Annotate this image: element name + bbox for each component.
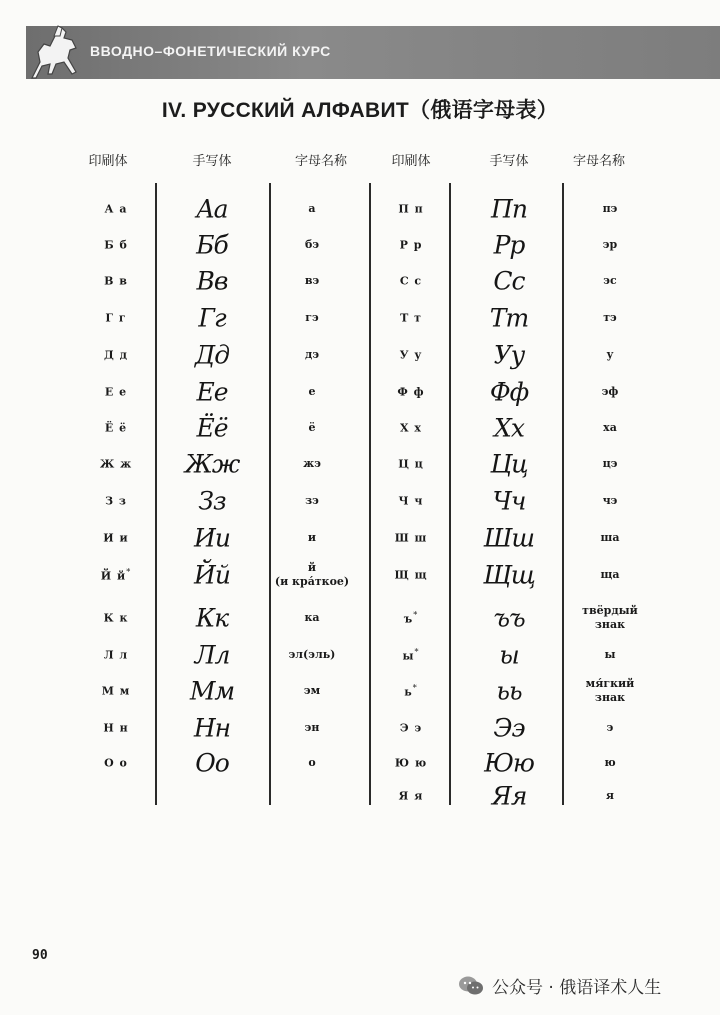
printed-letter-text: Ш ш [394,531,428,545]
printed-letter [104,757,128,770]
printed-letter [105,422,127,435]
printed-letter [404,684,417,699]
handwritten-letter: Ээ [493,713,525,743]
letter-name-line: эн [304,721,320,734]
column-header-printed: 印刷体 [88,154,128,169]
letter-name-line: зэ [305,494,319,507]
handwritten-letter: Щщ [483,560,535,590]
printed-letter [105,203,128,216]
printed-letter-text: Б б [104,238,128,252]
printed-letter [104,239,128,252]
column-header-letter-name: 字母名称 [572,154,626,169]
handwritten-letter: Йй [194,560,230,590]
printed-letter [105,312,126,325]
handwritten-letter: Мм [189,676,235,706]
letter-name-line: у [606,348,614,361]
handwritten-letter: Лл [194,640,230,670]
letter-name-line: ща [600,568,620,581]
letter-name-line: э [606,721,614,734]
letter-name-line: я [605,789,615,802]
letter-name [603,421,617,435]
handwritten-letter: ьь [496,676,522,706]
letter-name-line: а [308,202,316,215]
footnote-mark: * [126,567,132,577]
printed-letter [398,203,423,216]
letter-name-line: дэ [304,348,320,361]
printed-letter [397,386,424,399]
letter-name-line: ка [304,611,320,624]
column-header-letter-name: 字母名称 [294,154,348,169]
letter-name-line: ха [603,421,617,434]
printed-letter-text: Д д [104,348,128,362]
wechat-icon [458,975,484,997]
handwritten-letter: Шш [483,523,535,553]
printed-letter-text: ь [404,685,413,699]
letter-name [308,202,315,216]
printed-letter-text: Щ щ [394,568,428,582]
handwritten-letter: Ёё [196,413,228,443]
printed-letter-text: Ю ю [394,756,428,770]
letter-name-line: и [307,531,317,544]
column-divider [369,183,371,805]
handwritten-letter: Кк [195,603,229,633]
letter-name-line: эс [603,274,617,287]
letter-name [305,311,318,325]
printed-letter [395,757,427,770]
printed-letter-text: Ч ч [398,494,424,508]
letter-name [601,531,620,545]
letter-name [603,274,616,288]
letter-name-line: пэ [602,202,618,215]
printed-letter [400,275,422,288]
printed-letter [102,685,131,698]
letter-name-line: вэ [304,274,320,287]
letter-name-line: бэ [304,238,320,251]
printed-letter [398,458,424,471]
printed-letter-text: Н н [103,721,129,735]
printed-letter [104,349,128,362]
footnote-mark: * [412,683,418,693]
printed-letter-text: Ё ё [104,421,128,435]
printed-letter-text: Л л [103,648,129,662]
handwritten-letter: Хх [494,413,524,443]
letter-name-line: твёрдый [582,604,638,617]
printed-letter-text: Ц ц [398,457,424,471]
printed-letter [101,568,131,583]
printed-letter [395,532,428,545]
handwritten-letter: Оо [195,748,229,778]
printed-letter [104,649,128,662]
printed-letter [400,422,422,435]
printed-letter [103,722,128,735]
printed-letter-text: Ж ж [99,457,133,471]
letter-name-line: е [308,385,316,398]
printed-letter-text: Г г [105,311,127,325]
letter-name [586,677,635,705]
letter-name [308,756,315,770]
printed-letter [104,275,128,288]
handwritten-letter: Уу [493,340,525,370]
handwritten-letter: Сс [493,266,525,296]
letter-name-line: гэ [305,311,319,324]
letter-name-line: ша [600,531,620,544]
letter-name-line: ы [604,648,616,661]
handwritten-letter: Ии [194,523,230,553]
printed-letter-text: С с [399,274,423,288]
handwritten-letter: ы [499,640,519,670]
column-header-printed: 印刷体 [391,154,431,169]
handwritten-letter: Тт [489,303,529,333]
letter-name [309,421,316,435]
printed-letter [105,386,127,399]
printed-letter-text: ъ [403,612,414,626]
column-divider [155,183,157,805]
letter-name [304,611,319,625]
printed-letter [400,239,423,252]
letter-name-line: знак [594,618,626,631]
handwritten-letter: Гг [198,303,226,333]
letter-name [603,494,618,508]
letter-name [305,348,319,362]
letter-name-line: ю [604,756,616,769]
letter-name-line: эр [602,238,618,251]
printed-letter [400,312,422,325]
letter-name-line: цэ [602,457,618,470]
handwritten-letter: Дд [194,340,230,370]
letter-name-line: й [307,561,317,574]
printed-letter [399,495,424,508]
printed-letter [399,790,424,803]
printed-letter-text: Й й [100,569,127,583]
printed-letter [395,569,428,582]
letter-name [305,494,319,508]
handwritten-letter: Ее [196,377,228,407]
letter-name-line: ё [308,421,316,434]
watermark-text: 公众号 · 俄语译术人生 [492,978,662,998]
letter-name-line: эл(эль) [288,648,336,661]
handwritten-letter: Пп [491,194,527,224]
handwritten-letter: ъъ [493,603,525,633]
printed-letter-text: Т т [400,311,422,325]
letter-name [305,238,319,252]
letter-name [582,604,638,632]
letter-name [303,457,321,471]
handwritten-letter: Вв [196,266,228,296]
letter-name [604,648,615,662]
printed-letter-text: В в [104,274,128,288]
printed-letter [402,648,419,663]
horse-rider-icon [26,22,86,80]
letter-name [275,561,349,589]
column-divider [269,183,271,805]
printed-letter-text: У у [399,348,423,362]
printed-letter-text: З з [105,494,127,508]
letter-name [602,385,619,399]
printed-letter-text: Р р [399,238,423,252]
letter-name-line: мя́гкий [585,677,635,690]
printed-letter [105,495,127,508]
letter-name [603,457,618,471]
printed-letter-text: М м [101,684,131,698]
printed-letter-text: Э э [399,721,423,735]
letter-name [289,648,336,662]
letter-name-line: чэ [602,494,618,507]
column-header-handwritten: 手写体 [489,154,529,169]
printed-letter-text: П п [398,202,424,216]
printed-letter [104,612,129,625]
handwritten-letter: Нн [193,713,231,743]
footnote-mark: * [414,647,420,657]
letter-name [309,385,316,399]
letter-name [607,721,614,735]
letter-name-line: жэ [303,457,321,470]
handwritten-letter: Бб [196,230,228,260]
handwritten-letter: Юю [484,748,534,778]
letter-name-line: тэ [603,311,617,324]
printed-letter [400,349,423,362]
footnote-mark: * [413,610,419,620]
letter-name [304,684,320,698]
printed-letter-text: Ф ф [397,385,425,399]
letter-name-line: знак [594,691,626,704]
letter-name [600,568,619,582]
handwritten-letter: Фф [489,377,529,407]
letter-name [305,721,320,735]
course-label: ВВОДНО–ФОНЕТИЧЕСКИЙ КУРС [90,43,331,59]
column-divider [562,183,564,805]
printed-letter [100,458,132,471]
printed-letter [404,611,418,626]
printed-letter-text: А а [104,202,128,216]
page-number: 90 [32,948,48,963]
letter-name [606,789,614,803]
handwritten-letter: Рр [493,230,525,260]
printed-letter-text: Е е [104,385,128,399]
letter-name-line: эм [303,684,321,697]
watermark [458,973,661,998]
letter-name [603,311,617,325]
letter-name [308,531,316,545]
letter-name [305,274,319,288]
printed-letter-text: ы [402,649,415,663]
section-title: IV. РУССКИЙ АЛФАВИТ（俄语字母表） [161,99,559,122]
letter-name [603,202,618,216]
handwritten-letter: Цц [490,449,528,479]
printed-letter-text: И и [103,531,129,545]
handwritten-letter: Чч [492,486,526,516]
letter-name-line: о [308,756,316,769]
handwritten-letter: Яя [491,781,527,811]
letter-name-line: эф [601,385,619,398]
handwritten-letter: Aa [196,194,228,224]
printed-letter-text: К к [103,611,129,625]
column-divider [449,183,451,805]
letter-name [606,348,613,362]
column-header-handwritten: 手写体 [192,154,232,169]
printed-letter-text: Х х [400,421,422,435]
handwritten-letter: Жж [184,449,240,479]
printed-letter [400,722,422,735]
printed-letter-text: О о [104,756,128,770]
letter-name [603,238,617,252]
handwritten-letter: Зз [198,486,226,516]
letter-name-line: (и кра́ткое) [274,575,350,588]
printed-letter-text: Я я [398,789,424,803]
printed-letter [103,532,128,545]
letter-name [604,756,615,770]
